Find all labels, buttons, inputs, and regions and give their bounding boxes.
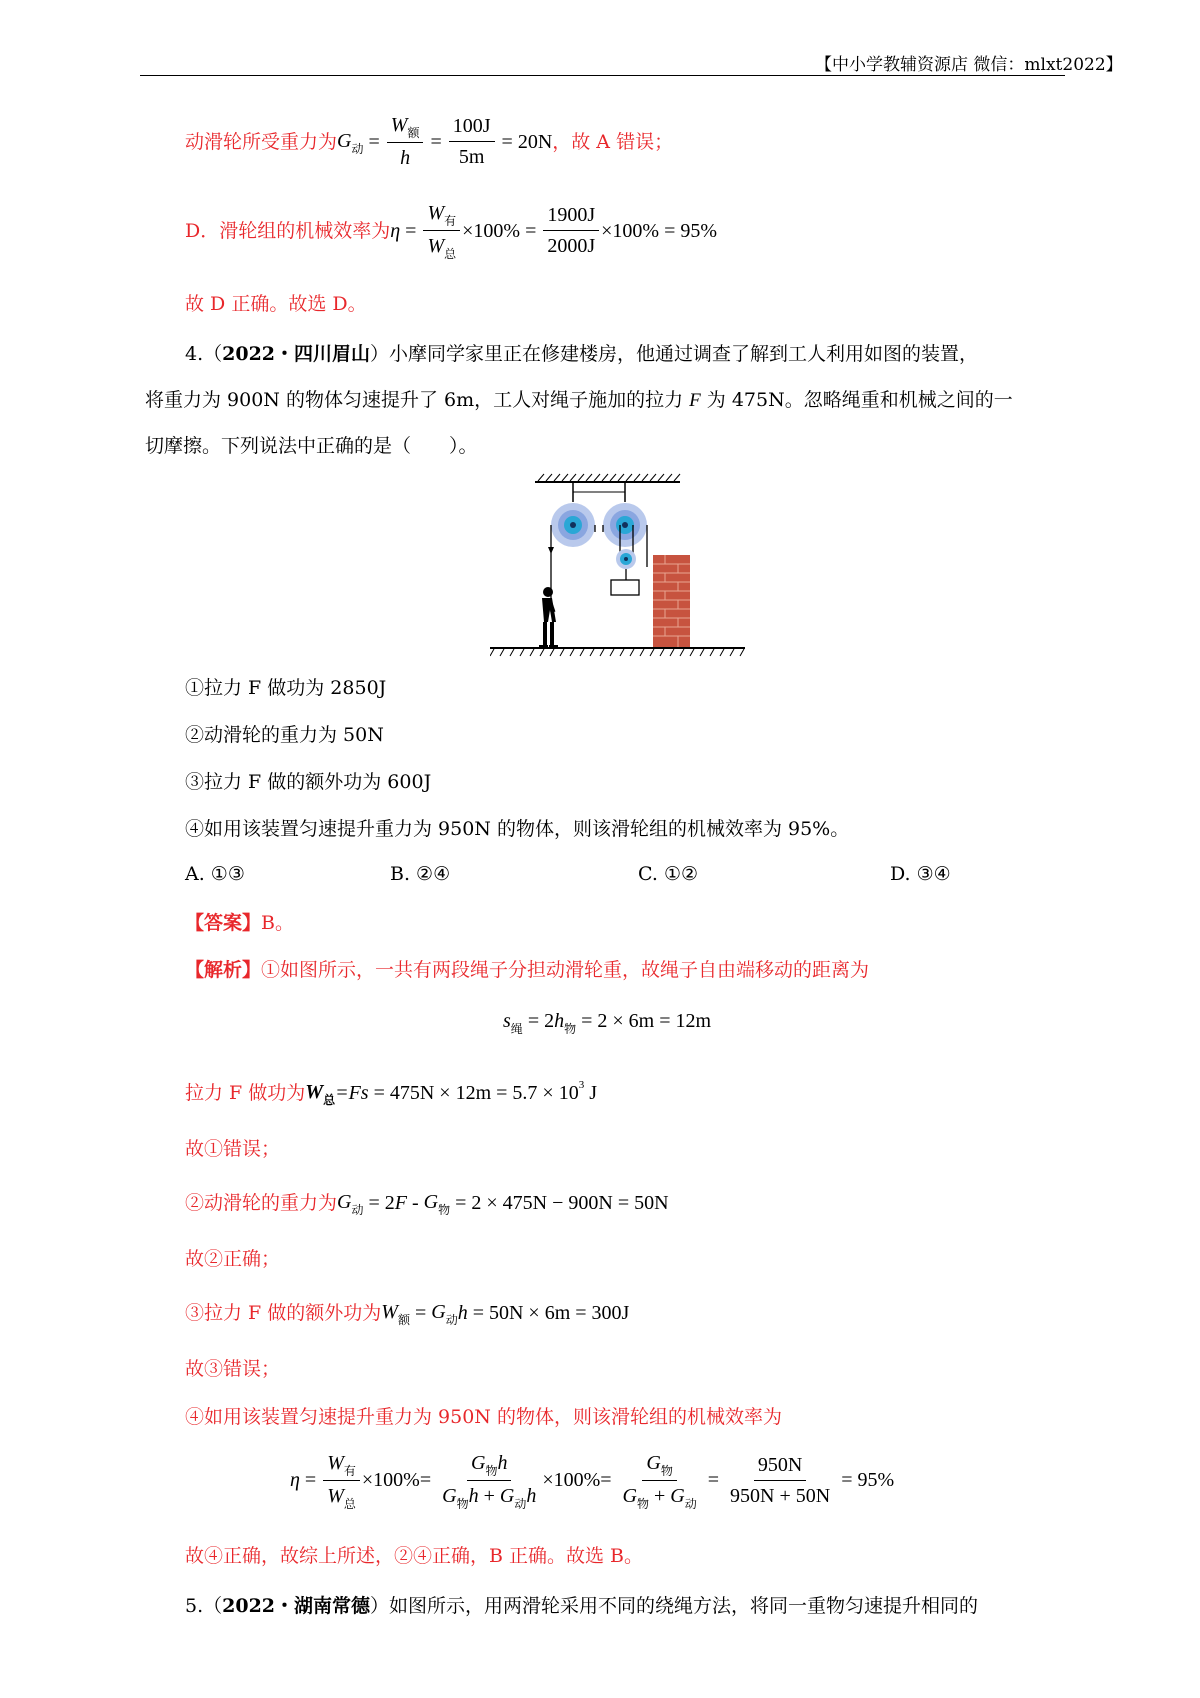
q4-conclusion-1: 故①错误； <box>185 1138 281 1160</box>
load-block <box>611 580 639 595</box>
fixed-pulley-right <box>603 503 647 547</box>
worker-figure <box>539 587 558 648</box>
formula-extra-work: $W_额$ = $G_动$ h = 50N × 6m = 300J <box>381 1301 630 1327</box>
pulley-figure <box>490 472 750 657</box>
header-rule <box>140 75 1065 76</box>
q4-work-line: 拉力 F 做功为 $W_总$ =Fs = 475N × 12m = 5.7 × 10 3 J <box>185 1079 597 1107</box>
q4-gravity-line: ②动滑轮的重力为 $G_动$ = 2 F - $G_物$ = 2 × 475N − 900N = 50N <box>185 1191 669 1217</box>
q4-statement-1: ①拉力 F 做功为 2850J <box>185 677 387 699</box>
formula-rope-distance: $s_绳$ = 2 $h_物$ = 2 × 6m = 12m <box>503 1010 712 1036</box>
page-header: 【中小学教辅资源店 微信：mlxt2022】 <box>815 55 1123 75</box>
solution-conclusion-d: 故 D 正确。故选 D。 <box>185 293 367 315</box>
q4-statement-2: ②动滑轮的重力为 50N <box>185 724 384 746</box>
q4-efficiency-line: ④如用该装置匀速提升重力为 950N 的物体，则该滑轮组的机械效率为 <box>185 1406 782 1428</box>
q4-conclusion-2: 故②正确； <box>185 1248 281 1270</box>
q4-statement-4: ④如用该装置匀速提升重力为 950N 的物体，则该滑轮组的机械效率为 95%。 <box>185 818 850 840</box>
text-efficiency-prefix: D．滑轮组的机械效率为 <box>185 219 391 242</box>
q4-answer: 【答案】B。 <box>185 912 294 934</box>
formula-dynamic-pulley-weight: $G_动$ = $\frac{W_额}{h}$ = $\frac{100J}{5m}$ = 20N <box>337 114 553 169</box>
q4-final-conclusion: 故④正确，故综上所述，②④正确，B 正确。故选 B。 <box>185 1545 644 1567</box>
q4-analysis-line1: 【解析】①如图所示，一共有两段绳子分担动滑轮重，故绳子自由端移动的距离为 <box>185 959 870 981</box>
q4-stem-line1: 4.（2022・四川眉山）小摩同学家里正在修建楼房，他通过调查了解到工人利用如图的装置， <box>185 343 979 365</box>
solution-line-gravity <box>185 112 673 171</box>
q4-conclusion-3: 故③错误； <box>185 1358 281 1380</box>
text-gravity-suffix: ，故 A 错误； <box>552 130 674 153</box>
ceiling <box>535 474 680 482</box>
q5-stem: 5.（2022・湖南常德）如图所示，用两滑轮采用不同的绕绳方法，将同一重物匀速提升相同的 <box>185 1595 979 1617</box>
fixed-pulley-left <box>551 503 595 547</box>
q4-statement-3: ③拉力 F 做的额外功为 600J <box>185 771 432 793</box>
formula-pulley-weight: $G_动$ = 2 F - $G_物$ = 2 × 475N − 900N = 50N <box>337 1191 669 1217</box>
q4-extra-work-line: ③拉力 F 做的额外功为 $W_额$ = $G_动$ h = 50N × 6m = 300J <box>185 1301 630 1327</box>
formula-efficiency-950: η = $\frac{W_有}{W_总}$ ×100%= $\frac{G_物h}{G_物h + G_动h}$ ×100%= $\frac{G_物}{G_物 + G_动}$ = $\frac{950N}{950N + 50N}$ = 95% <box>290 1452 895 1511</box>
formula-total-work: $W_总$ =Fs = 475N × 12m = 5.7 × 10 3 J <box>305 1079 597 1107</box>
q4-option-d[interactable]: D. ③④ <box>890 863 951 885</box>
ground <box>490 648 745 656</box>
solution-line-efficiency <box>185 200 717 261</box>
formula-efficiency: η = $\frac{W_有}{W_总}$ ×100% = $\frac{1900J}{2000J}$ ×100% = 95% <box>390 202 718 261</box>
q4-option-c[interactable]: C. ①② <box>638 863 699 885</box>
q4-option-b[interactable]: B. ②④ <box>390 863 451 885</box>
q4-stem-line2: 将重力为 900N 的物体匀速提升了 6m，工人对绳子施加的拉力 F 为 475N。忽略绳重和机械之间的一 <box>145 389 1013 411</box>
brick-wall <box>653 555 690 648</box>
q4-stem-line3: 切摩擦。下列说法中正确的是（ ）。 <box>145 435 478 457</box>
q4-option-a[interactable]: A. ①③ <box>185 863 245 885</box>
movable-pulley <box>616 549 636 580</box>
text-gravity-prefix: 动滑轮所受重力为 <box>185 130 338 153</box>
